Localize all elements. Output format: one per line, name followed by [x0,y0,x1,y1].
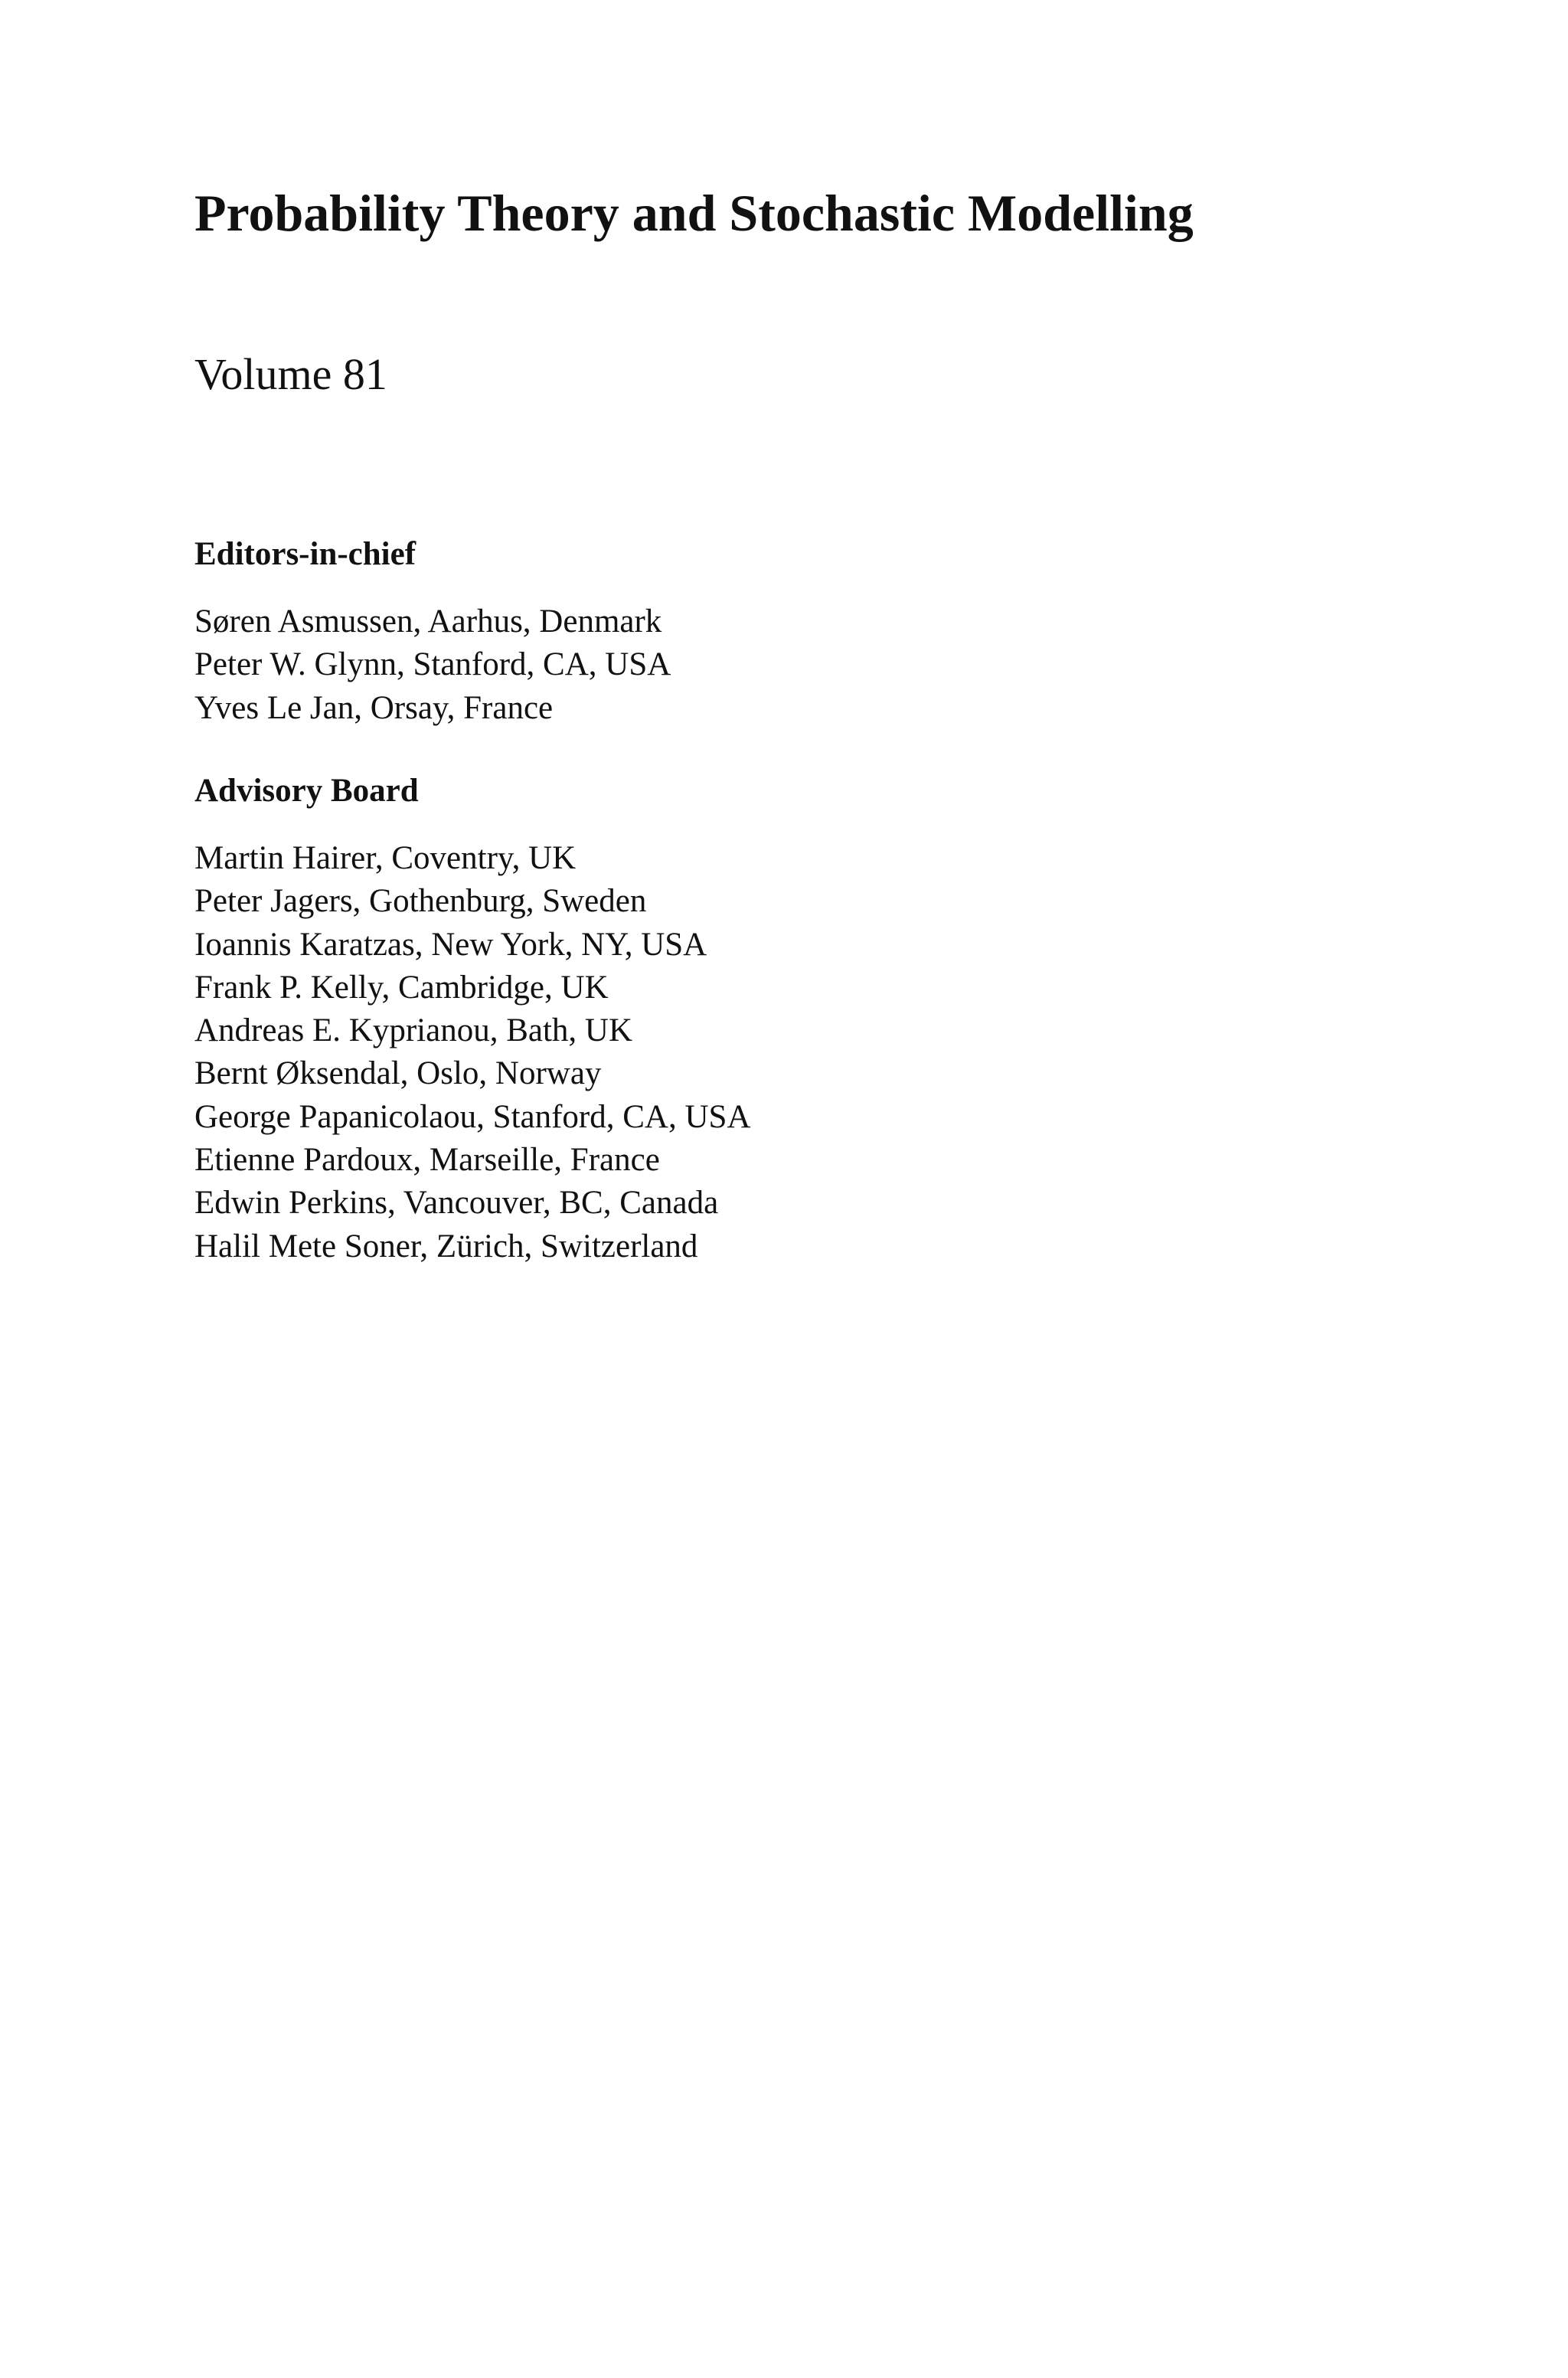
editor-entry: Søren Asmussen, Aarhus, Denmark [194,603,662,639]
advisory-member-entry: Halil Mete Soner, Zürich, Switzerland [194,1228,698,1264]
advisory-board-heading: Advisory Board [194,773,419,809]
advisory-member-entry: Peter Jagers, Gothenburg, Sweden [194,883,647,920]
advisory-member-entry: George Papanicolaou, Stanford, CA, USA [194,1098,751,1135]
editor-entry: Yves Le Jan, Orsay, France [194,689,554,726]
volume-number: Volume 81 [194,349,387,399]
series-title: Probability Theory and Stochastic Modelling [194,184,1194,242]
advisory-member-entry: Martin Hairer, Coventry, UK [194,840,577,876]
advisory-member-entry: Andreas E. Kyprianou, Bath, UK [194,1012,633,1049]
advisory-member-entry: Edwin Perkins, Vancouver, BC, Canada [194,1185,719,1222]
editor-entry: Peter W. Glynn, Stanford, CA, USA [194,646,671,683]
advisory-member-entry: Etienne Pardoux, Marseille, France [194,1142,660,1179]
advisory-member-entry: Ioannis Karatzas, New York, NY, USA [194,926,707,963]
advisory-member-entry: Bernt Øksendal, Oslo, Norway [194,1055,602,1092]
editors-in-chief-heading: Editors-in-chief [194,536,416,572]
advisory-board-list [194,837,751,1268]
editors-in-chief-list [194,600,671,730]
advisory-member-entry: Frank P. Kelly, Cambridge, UK [194,969,609,1006]
